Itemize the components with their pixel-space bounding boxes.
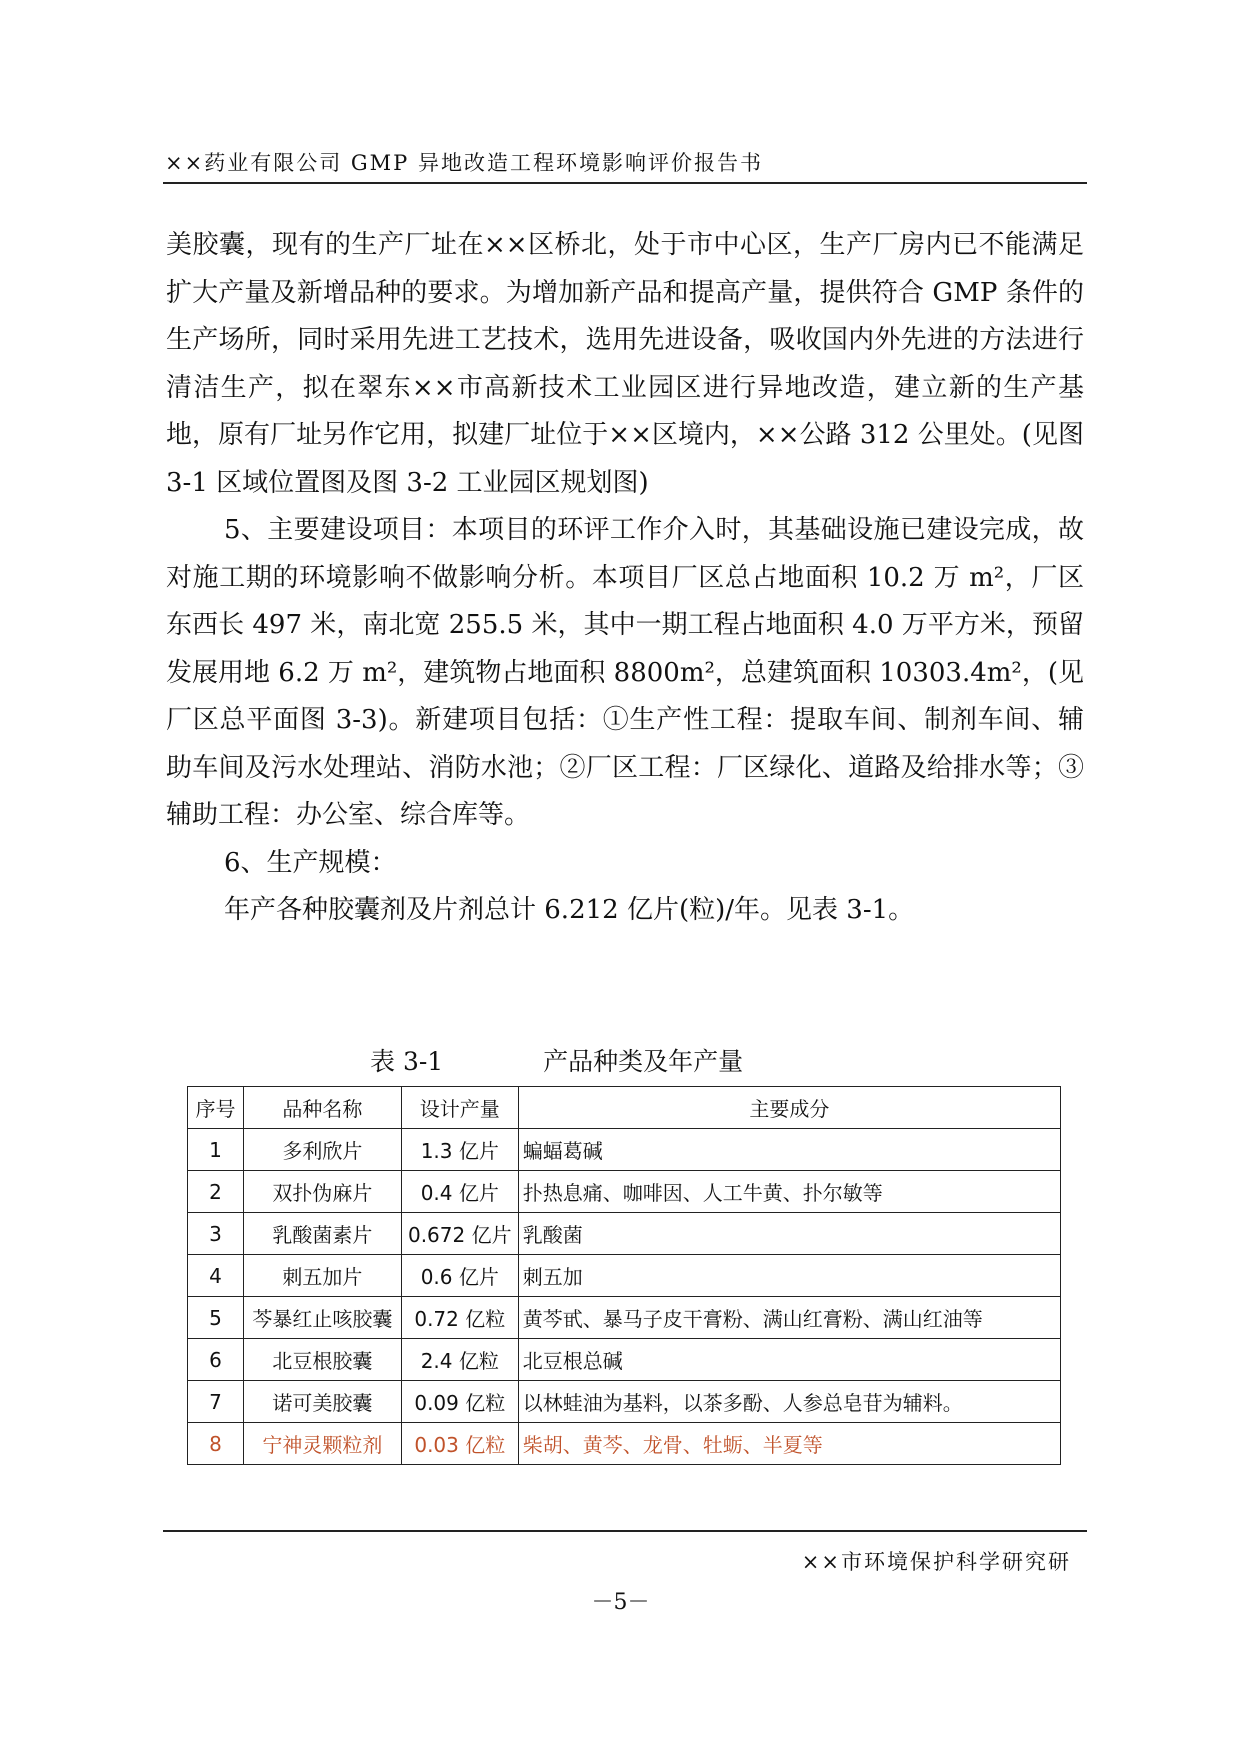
cell-ingredients: 扑热息痛、咖啡因、人工牛黄、扑尔敏等	[518, 1171, 1060, 1213]
product-table	[187, 1086, 1061, 1465]
cell-output: 0.09 亿粒	[401, 1381, 518, 1423]
table-row	[188, 1339, 1061, 1381]
cell-output: 0.03 亿粒	[401, 1423, 518, 1465]
table-row	[188, 1129, 1061, 1171]
cell-ingredients: 乳酸菌	[518, 1213, 1060, 1255]
paragraph-scale-text: 年产各种胶囊剂及片剂总计 6.212 亿片(粒)/年。见表 3-1。	[224, 895, 915, 925]
cell-number: 7	[188, 1381, 244, 1423]
cell-number: 1	[188, 1129, 244, 1171]
cell-ingredients: 刺五加	[518, 1255, 1060, 1297]
table-row	[188, 1381, 1061, 1423]
footer-divider	[163, 1530, 1087, 1532]
running-header: ××药业有限公司 GMP 异地改造工程环境影响评价报告书	[165, 151, 763, 175]
table-caption-title: 产品种类及年产量	[543, 1047, 744, 1076]
cell-name: 诺可美胶囊	[243, 1381, 401, 1423]
column-header-number: 序号	[188, 1087, 244, 1129]
cell-name: 刺五加片	[243, 1255, 401, 1297]
cell-name: 多利欣片	[243, 1129, 401, 1171]
cell-output: 0.4 亿片	[401, 1171, 518, 1213]
cell-name: 芩暴红止咳胶囊	[243, 1297, 401, 1339]
cell-name: 乳酸菌素片	[243, 1213, 401, 1255]
table-row	[188, 1213, 1061, 1255]
table-row	[188, 1255, 1061, 1297]
page-number: －5－	[591, 1590, 650, 1615]
paragraph-construction: 5、主要建设项目：本项目的环评工作介入时，其基础设施已建设完成，故对施工期的环境影响不做影响分析。本项目厂区总占地面积 10.2 万 m²，厂区东西长 497 米，南北宽 255.5 米，其中一期工程占地面积 4.0 万平方米，预留发展用地 6.2 万 m²，建筑物占地面积 8800m²，总建筑面积 10303.4m²，(见厂区总平面图 3-3)。新建项目包括：①生产性工程：提取车间、制剂车间、辅助车间及污水处理站、消防水池；②厂区工程：厂区绿化、道路及给排水等；③辅助工程：办公室、综合库等。	[166, 515, 1084, 830]
cell-name: 双扑伪麻片	[243, 1171, 401, 1213]
cell-number: 8	[188, 1423, 244, 1465]
paragraph-1: 美胶囊，现有的生产厂址在××区桥北，处于市中心区，生产厂房内已不能满足扩大产量及新增品种的要求。为增加新产品和提高产量，提供符合 GMP 条件的生产场所，同时采用先进工艺技术，选用先进设备，吸收国内外先进的方法进行清洁生产，拟在翠东××市高新技术工业园区进行异地改造，建立新的生产基地，原有厂址另作它用，拟建厂址位于××区境内，××公路 312 公里处。(见图 3-1 区域位置图及图 3-2 工业园区规划图)	[166, 230, 1084, 498]
column-header-ingredients: 主要成分	[518, 1087, 1060, 1129]
cell-number: 3	[188, 1213, 244, 1255]
cell-ingredients: 北豆根总碱	[518, 1339, 1060, 1381]
body-text	[166, 222, 1084, 935]
table-caption-number: 表 3-1	[370, 1047, 444, 1076]
cell-output: 1.3 亿片	[401, 1129, 518, 1171]
cell-ingredients: 以林蛙油为基料，以茶多酚、人参总皂苷为辅料。	[518, 1381, 1060, 1423]
cell-name: 宁神灵颗粒剂	[243, 1423, 401, 1465]
column-header-name: 品种名称	[243, 1087, 401, 1129]
cell-ingredients: 黄芩甙、暴马子皮干膏粉、满山红膏粉、满山红油等	[518, 1297, 1060, 1339]
cell-output: 0.6 亿片	[401, 1255, 518, 1297]
table-header-row	[188, 1087, 1061, 1129]
cell-name: 北豆根胶囊	[243, 1339, 401, 1381]
cell-output: 2.4 亿粒	[401, 1339, 518, 1381]
paragraph-scale-heading: 6、生产规模：	[224, 847, 397, 878]
cell-number: 5	[188, 1297, 244, 1339]
table-row-highlighted	[188, 1423, 1061, 1465]
cell-ingredients: 蝙蝠葛碱	[518, 1129, 1060, 1171]
header-divider	[163, 182, 1087, 184]
cell-ingredients: 柴胡、黄芩、龙骨、牡蛎、半夏等	[518, 1423, 1060, 1465]
cell-output: 0.72 亿粒	[401, 1297, 518, 1339]
table-row	[188, 1297, 1061, 1339]
column-header-output: 设计产量	[401, 1087, 518, 1129]
cell-output: 0.672 亿片	[401, 1213, 518, 1255]
table-row	[188, 1171, 1061, 1213]
table-caption	[370, 1042, 743, 1078]
cell-number: 2	[188, 1171, 244, 1213]
cell-number: 4	[188, 1255, 244, 1297]
cell-number: 6	[188, 1339, 244, 1381]
footer-organization: ××市环境保护科学研究研	[801, 1550, 1071, 1574]
